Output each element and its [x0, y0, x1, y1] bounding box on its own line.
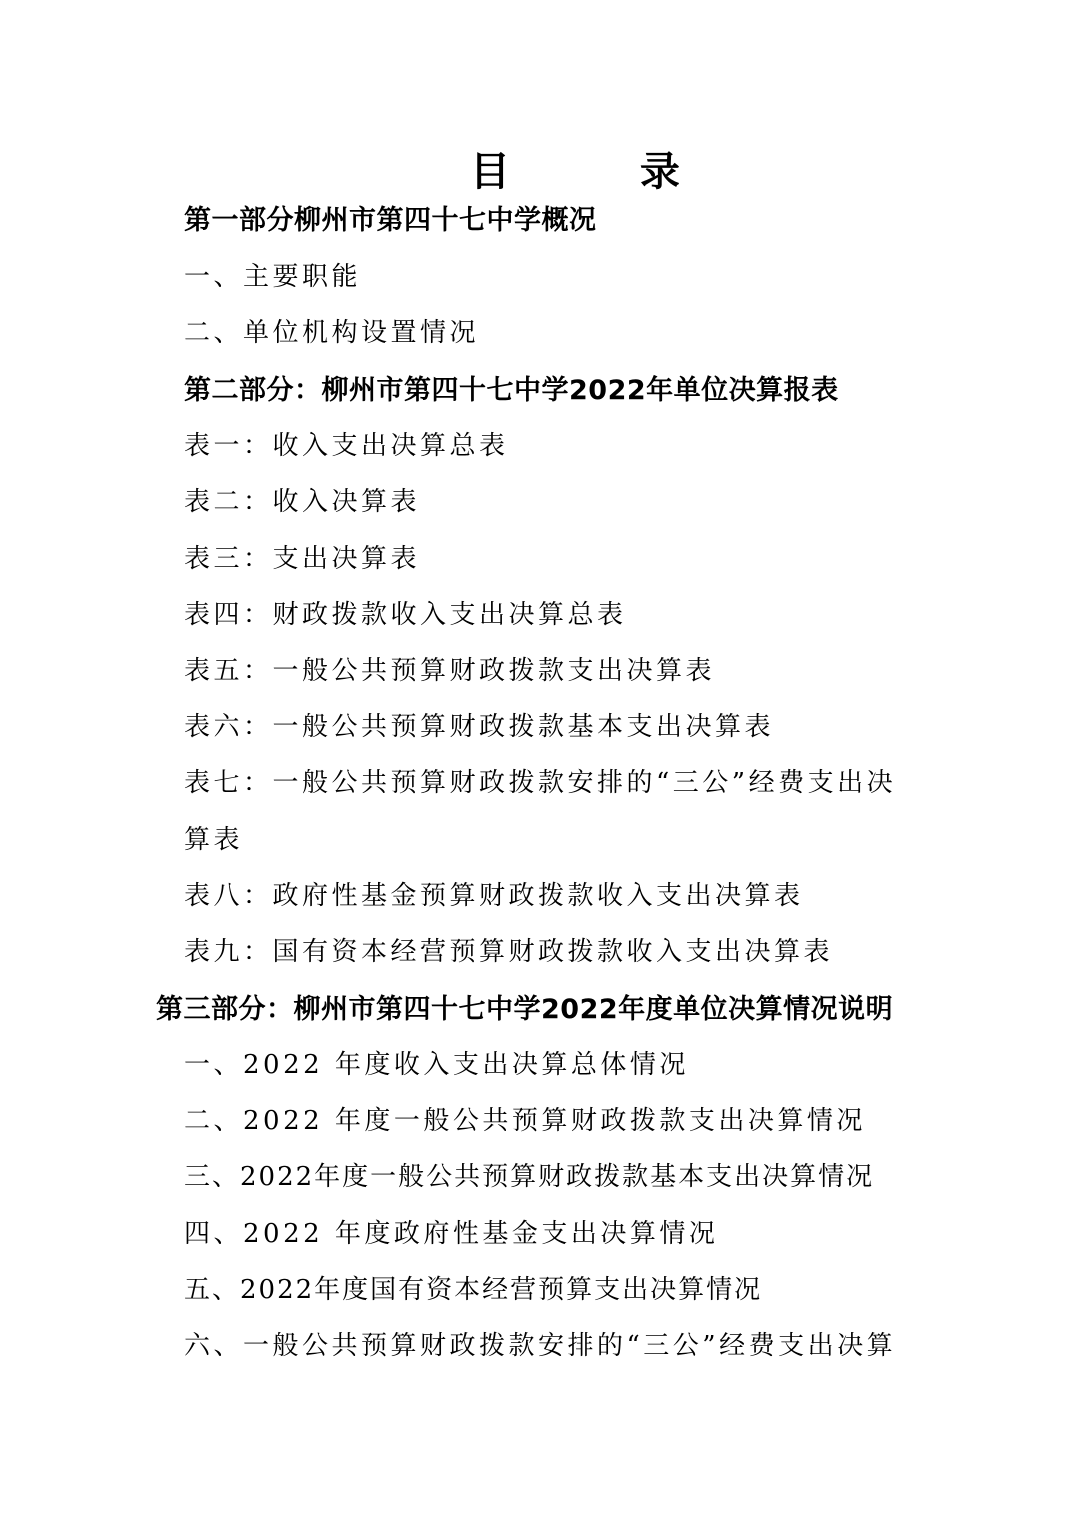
- toc-item: 表八：政府性基金预算财政拨款收入支出决算表: [184, 881, 804, 911]
- part1-heading: 第一部分柳州市第四十七中学概况: [184, 205, 597, 236]
- toc-item: 一、2022 年度收入支出决算总体情况: [184, 1050, 689, 1080]
- toc-item: 表六：一般公共预算财政拨款基本支出决算表: [184, 712, 775, 742]
- toc-item: 六、一般公共预算财政拨款安排的“三公”经费支出决算: [184, 1331, 897, 1361]
- toc-item: 表五：一般公共预算财政拨款支出决算表: [184, 656, 716, 686]
- toc-item: 表七：一般公共预算财政拨款安排的“三公”经费支出决: [184, 768, 897, 798]
- toc-item: 三、2022年度一般公共预算财政拨款基本支出决算情况: [184, 1162, 875, 1192]
- toc-item: 二、2022 年度一般公共预算财政拨款支出决算情况: [184, 1106, 866, 1136]
- toc-item: 四、2022 年度政府性基金支出决算情况: [184, 1219, 719, 1249]
- toc-item: 二、单位机构设置情况: [184, 318, 480, 348]
- toc-item: 一、主要职能: [184, 262, 362, 292]
- toc-item: 表三：支出决算表: [184, 544, 421, 574]
- toc-item: 表九：国有资本经营预算财政拨款收入支出决算表: [184, 937, 834, 967]
- toc-item: 表一：收入支出决算总表: [184, 431, 509, 461]
- toc-item: 表四：财政拨款收入支出决算总表: [184, 600, 627, 630]
- toc-item: 表二：收入决算表: [184, 487, 421, 517]
- toc-item: 五、2022年度国有资本经营预算支出决算情况: [184, 1275, 763, 1305]
- toc-title: 目 录: [470, 149, 738, 195]
- part3-heading: 第三部分：柳州市第四十七中学2022年度单位决算情况说明: [156, 994, 894, 1025]
- part2-heading: 第二部分：柳州市第四十七中学2022年单位决算报表: [184, 375, 839, 406]
- toc-item-continuation: 算表: [184, 825, 244, 855]
